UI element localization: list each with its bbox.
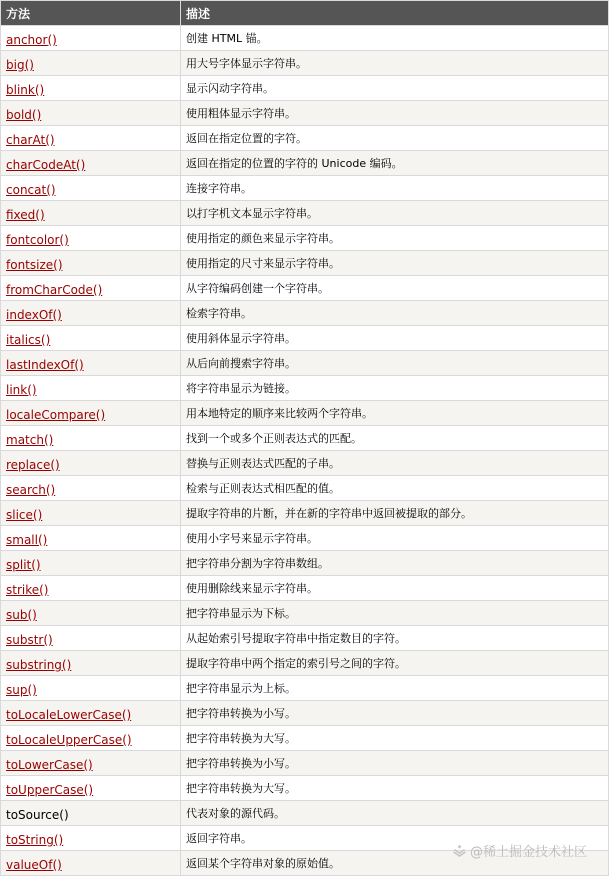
table-row <box>1 76 609 101</box>
method-description: 从起始索引号提取字符串中指定数目的字符。 <box>181 626 609 651</box>
method-description: 把字符串转换为小写。 <box>181 751 609 776</box>
watermark <box>453 841 587 860</box>
method-description: 从后向前搜索字符串。 <box>181 351 609 376</box>
method-description: 检索与正则表达式相匹配的值。 <box>181 476 609 501</box>
table-row <box>1 126 609 151</box>
method-cell <box>1 676 181 701</box>
method-description: 使用删除线来显示字符串。 <box>181 576 609 601</box>
method-cell <box>1 126 181 151</box>
method-description: 连接字符串。 <box>181 176 609 201</box>
method-cell <box>1 701 181 726</box>
method-description: 替换与正则表达式匹配的子串。 <box>181 451 609 476</box>
method-cell <box>1 226 181 251</box>
method-cell <box>1 451 181 476</box>
method-link[interactable]: valueOf() <box>6 857 62 872</box>
method-link[interactable]: fontsize() <box>6 257 63 272</box>
method-description: 使用小字号来显示字符串。 <box>181 526 609 551</box>
method-cell <box>1 176 181 201</box>
method-link[interactable]: fromCharCode() <box>6 282 103 297</box>
table-row <box>1 451 609 476</box>
method-cell <box>1 476 181 501</box>
method-link[interactable]: substring() <box>6 657 72 672</box>
method-link[interactable]: anchor() <box>6 32 57 47</box>
method-link[interactable]: sup() <box>6 682 37 697</box>
method-link[interactable]: link() <box>6 382 37 397</box>
method-cell <box>1 251 181 276</box>
method-description: 把字符串转换为大写。 <box>181 776 609 801</box>
method-description: 把字符串转换为大写。 <box>181 726 609 751</box>
watermark-text: @稀土掘金技术社区 <box>469 845 587 860</box>
table-row <box>1 426 609 451</box>
method-cell <box>1 301 181 326</box>
table-row <box>1 176 609 201</box>
method-description: 把字符串显示为上标。 <box>181 676 609 701</box>
method-description: 从字符编码创建一个字符串。 <box>181 276 609 301</box>
method-cell <box>1 751 181 776</box>
method-description: 将字符串显示为链接。 <box>181 376 609 401</box>
method-link[interactable]: fontcolor() <box>6 232 69 247</box>
table-row <box>1 576 609 601</box>
method-link[interactable]: lastIndexOf() <box>6 357 84 372</box>
method-cell <box>1 426 181 451</box>
table-row <box>1 351 609 376</box>
method-link[interactable]: localeCompare() <box>6 407 106 422</box>
method-cell <box>1 776 181 801</box>
table-row <box>1 301 609 326</box>
method-cell <box>1 526 181 551</box>
method-cell <box>1 551 181 576</box>
method-description: 使用斜体显示字符串。 <box>181 326 609 351</box>
method-description: 使用指定的颜色来显示字符串。 <box>181 226 609 251</box>
method-cell <box>1 51 181 76</box>
table-row <box>1 676 609 701</box>
table-row <box>1 801 609 826</box>
method-description: 把字符串显示为下标。 <box>181 601 609 626</box>
table-row <box>1 201 609 226</box>
method-link[interactable]: strike() <box>6 582 49 597</box>
method-link[interactable]: sub() <box>6 607 37 622</box>
juejin-logo-icon <box>453 844 466 857</box>
method-cell <box>1 26 181 51</box>
method-cell <box>1 151 181 176</box>
method-description: 使用指定的尺寸来显示字符串。 <box>181 251 609 276</box>
method-description: 提取字符串中两个指定的索引号之间的字符。 <box>181 651 609 676</box>
method-description: 返回某个字符串对象的原始值。 <box>181 851 609 876</box>
table-row <box>1 651 609 676</box>
table-row <box>1 526 609 551</box>
method-description: 检索字符串。 <box>181 301 609 326</box>
method-description: 用大号字体显示字符串。 <box>181 51 609 76</box>
method-link[interactable]: indexOf() <box>6 307 62 322</box>
method-link[interactable]: search() <box>6 482 56 497</box>
method-cell <box>1 201 181 226</box>
method-description: 返回在指定位置的字符。 <box>181 126 609 151</box>
method-link[interactable]: toLocaleUpperCase() <box>6 732 132 747</box>
method-link[interactable]: match() <box>6 432 54 447</box>
table-row <box>1 726 609 751</box>
method-link[interactable]: concat() <box>6 182 56 197</box>
method-link[interactable]: toString() <box>6 832 64 847</box>
method-description: 提取字符串的片断，并在新的字符串中返回被提取的部分。 <box>181 501 609 526</box>
method-description: 以打字机文本显示字符串。 <box>181 201 609 226</box>
table-row <box>1 326 609 351</box>
method-link[interactable]: bold() <box>6 107 42 122</box>
method-link[interactable]: blink() <box>6 82 45 97</box>
method-link[interactable]: split() <box>6 557 41 572</box>
method-link[interactable]: charCodeAt() <box>6 157 86 172</box>
method-cell <box>1 101 181 126</box>
table-row <box>1 751 609 776</box>
method-link[interactable]: fixed() <box>6 207 45 222</box>
table-row <box>1 401 609 426</box>
table-row <box>1 501 609 526</box>
table-row <box>1 376 609 401</box>
method-cell <box>1 576 181 601</box>
method-cell <box>1 376 181 401</box>
method-link[interactable]: italics() <box>6 332 51 347</box>
method-description: 创建 HTML 锚。 <box>181 26 609 51</box>
table-header-row <box>1 1 609 26</box>
method-description: 返回字符串。 <box>181 826 609 851</box>
table-row <box>1 776 609 801</box>
method-link[interactable]: replace() <box>6 457 60 472</box>
method-cell <box>1 76 181 101</box>
method-link[interactable]: charAt() <box>6 132 55 147</box>
method-cell <box>1 501 181 526</box>
method-link[interactable]: toLowerCase() <box>6 757 93 772</box>
method-description: 把字符串分割为字符串数组。 <box>181 551 609 576</box>
method-description: 返回在指定的位置的字符的 Unicode 编码。 <box>181 151 609 176</box>
method-link[interactable]: small() <box>6 532 48 547</box>
method-cell <box>1 351 181 376</box>
table-row <box>1 701 609 726</box>
table-row <box>1 151 609 176</box>
method-cell <box>1 651 181 676</box>
method-cell <box>1 326 181 351</box>
method-description: 把字符串转换为小写。 <box>181 701 609 726</box>
table-row <box>1 551 609 576</box>
method-link[interactable]: toUpperCase() <box>6 782 94 797</box>
table-row <box>1 601 609 626</box>
method-cell <box>1 851 181 876</box>
method-cell <box>1 726 181 751</box>
method-link[interactable]: toLocaleLowerCase() <box>6 707 132 722</box>
table-row <box>1 226 609 251</box>
table-row <box>1 26 609 51</box>
method-description: 找到一个或多个正则表达式的匹配。 <box>181 426 609 451</box>
table-row <box>1 626 609 651</box>
method-cell <box>1 276 181 301</box>
method-link[interactable]: slice() <box>6 507 43 522</box>
method-description: 用本地特定的顺序来比较两个字符串。 <box>181 401 609 426</box>
method-description: 使用粗体显示字符串。 <box>181 101 609 126</box>
method-link[interactable]: substr() <box>6 632 53 647</box>
method-link[interactable]: big() <box>6 57 34 72</box>
column-header-description: 描述 <box>181 1 609 26</box>
table-row <box>1 476 609 501</box>
method-cell <box>1 401 181 426</box>
table-row <box>1 251 609 276</box>
method-description: 代表对象的源代码。 <box>181 801 609 826</box>
column-header-method: 方法 <box>1 1 181 26</box>
table-row <box>1 276 609 301</box>
method-name: toSource() <box>6 807 69 822</box>
method-cell <box>1 601 181 626</box>
method-cell <box>1 826 181 851</box>
method-cell <box>1 801 181 826</box>
table-row <box>1 101 609 126</box>
method-description: 显示闪动字符串。 <box>181 76 609 101</box>
method-cell <box>1 626 181 651</box>
table-row <box>1 51 609 76</box>
table-body <box>1 26 609 876</box>
